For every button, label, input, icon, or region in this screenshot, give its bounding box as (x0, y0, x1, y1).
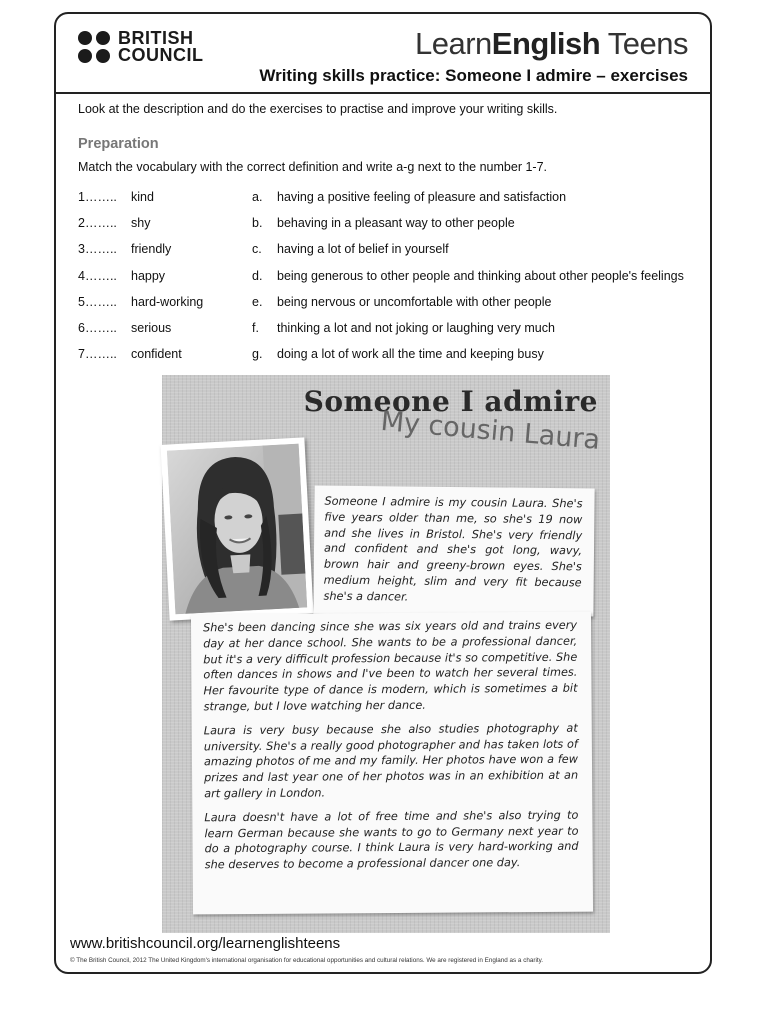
answer-blank[interactable]: 5…….. (78, 294, 117, 309)
logo-text-line1: BRITISH (118, 28, 194, 48)
article-note-body (191, 612, 593, 915)
page-title: Writing skills practice: Someone I admire – exercises (259, 66, 688, 85)
preparation-heading: Preparation (78, 136, 159, 152)
definition-letter: e. (252, 294, 263, 309)
answer-blank[interactable]: 4…….. (78, 268, 117, 283)
vocab-word: shy (131, 216, 151, 231)
definition-letter: a. (252, 190, 263, 204)
definition-text: thinking a lot and not joking or laughing very much (277, 320, 555, 335)
definition-letter: f. (252, 320, 259, 335)
vocab-word: hard-working (131, 294, 204, 309)
definition-letter: d. (252, 268, 263, 283)
article-paragraph-2: She's been dancing since she was six years old and trains every day at her dance school. She wants to be a professional dancer, but it's a very difficult profession because it's so competitive. She often dances in shows and I've been to watch her several times. Her favourite type of dance is modern, which is sometimes a bit strange, but I love watching her dance. (203, 618, 578, 714)
logo-dots-icon (78, 31, 110, 63)
vocab-word: serious (131, 320, 172, 335)
definition-letter: b. (252, 216, 263, 231)
header-divider (56, 92, 710, 94)
answer-blank[interactable]: 7…….. (78, 347, 117, 362)
footer-url[interactable]: www.britishcouncil.org/learnenglishteens (70, 935, 341, 952)
article-paragraph-4: Laura doesn't have a lot of free time and she's also trying to learn German because she wants to go to Germany next year to do a photography course. I think Laura is very hard-working and she deserves to become a professional dancer one day. (204, 808, 579, 872)
footer-copyright: © The British Council, 2012 The United Kingdom's international organisation for educational opportunities and cultural relations. We are registered in England as a charity. (70, 957, 544, 964)
definition-text: having a lot of belief in yourself (277, 242, 449, 257)
list-item (78, 188, 708, 214)
vocab-word: friendly (131, 242, 172, 257)
answer-blank[interactable]: 2…….. (78, 216, 117, 231)
intro-text: Look at the description and do the exercises to practise and improve your writing skills. (78, 102, 558, 116)
list-item (78, 319, 708, 345)
logo-text-line2: COUNCIL (118, 45, 204, 65)
british-council-logo (78, 30, 204, 64)
article-paragraph-3: Laura is very busy because she also studies photography at university. She's a really good photographer and has taken lots of amazing photos of me and my family. Her photos have won a few prizes and last year one of her photos was in an exhibition at an art gallery in London. (203, 721, 579, 801)
definition-text: behaving in a pleasant way to other people (277, 216, 515, 231)
vocabulary-list (78, 188, 708, 371)
article-paragraph-1: Someone I admire is my cousin Laura. She's five years older than me, so she's 19 now and she lives in Bristol. She's very friendly and confident and she's got long, wavy, brown hair and greeny-brown eyes. She's medium height, slim and very fit because she's a dancer. (323, 494, 583, 604)
list-item (78, 267, 708, 293)
list-item (78, 345, 708, 371)
definition-text: being nervous or uncomfortable with other people (277, 294, 552, 309)
list-item (78, 214, 708, 240)
vocab-word: happy (131, 268, 166, 283)
vocab-word: kind (131, 190, 154, 204)
article-subheading: My cousin Laura (379, 405, 602, 456)
definition-letter: c. (252, 242, 262, 257)
definition-text: having a positive feeling of pleasure and satisfaction (277, 190, 567, 204)
definition-text: being generous to other people and thinking about other people's feelings (277, 268, 684, 283)
article-heading: Someone I admire (303, 385, 598, 418)
definition-letter: g. (252, 347, 263, 362)
article-note-intro (313, 486, 594, 617)
definition-text: doing a lot of work all the time and keeping busy (277, 347, 544, 362)
preparation-instruction: Match the vocabulary with the correct definition and write a-g next to the number 1-7. (78, 160, 547, 174)
answer-blank[interactable]: 6…….. (78, 320, 117, 335)
learnenglish-teens-brand: LearnEnglish Teens (414, 26, 688, 61)
vocab-word: confident (131, 347, 182, 362)
portrait-photo (160, 437, 313, 620)
article-panel (162, 375, 610, 933)
answer-blank[interactable]: 1…….. (78, 190, 117, 204)
answer-blank[interactable]: 3…….. (78, 242, 117, 257)
list-item (78, 293, 708, 319)
list-item (78, 240, 708, 266)
